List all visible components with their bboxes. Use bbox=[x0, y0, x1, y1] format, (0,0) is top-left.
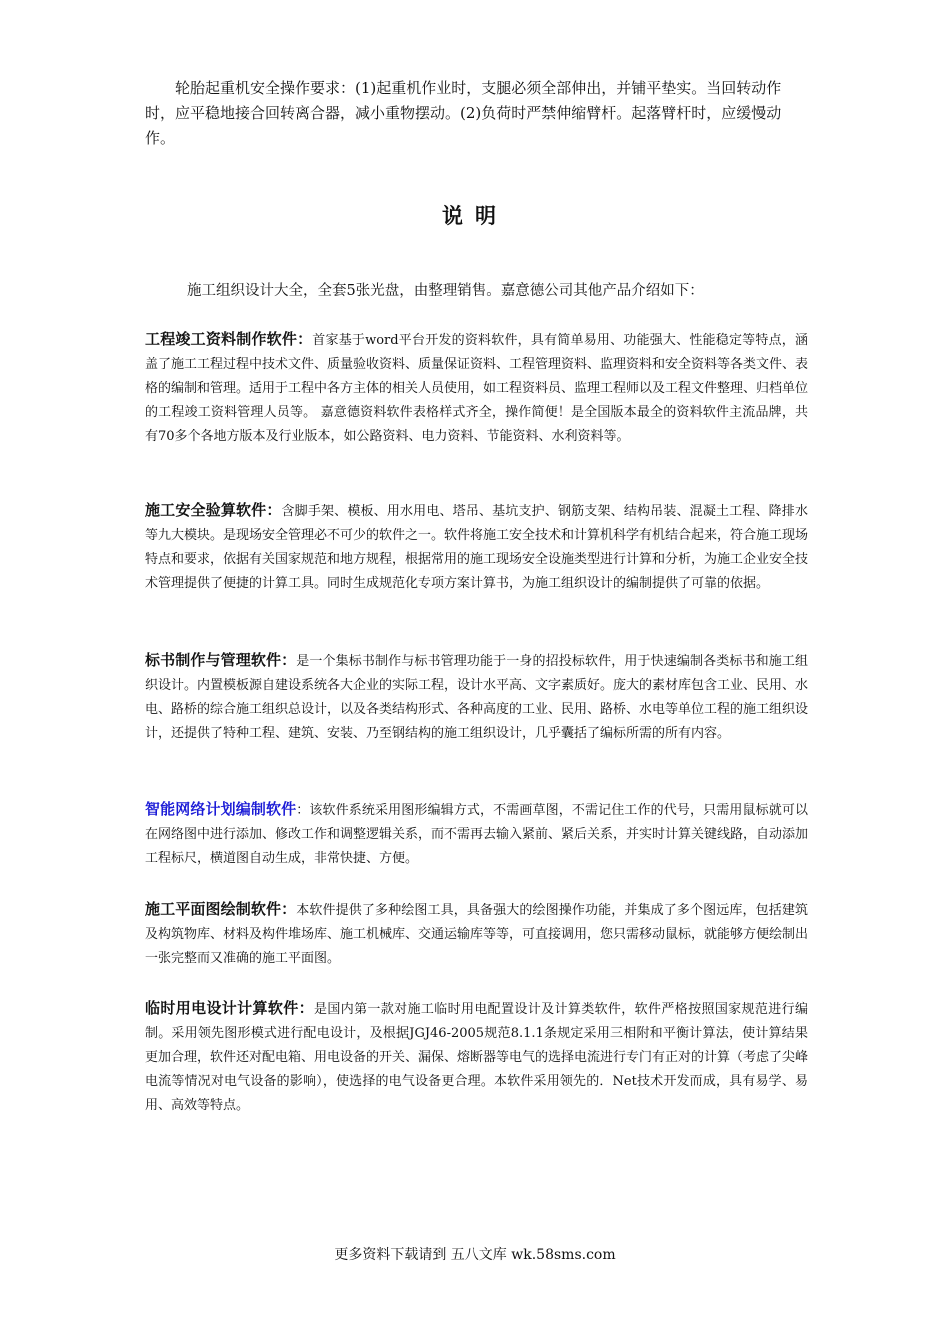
section-body: 本软件提供了多种绘图工具，具备强大的绘图操作功能，并集成了多个图远库，包括建筑及构筑物库、材料及构件堆场库、施工机械库、交通运输库等等，可直接调用，您只需移动鼠标，就能够方便绘制出一张完整而又准确的施工平面图。 bbox=[145, 903, 809, 966]
section-heading: 临时用电设计计算软件： bbox=[145, 999, 314, 1017]
section-separator: ： bbox=[296, 803, 310, 818]
section-temp-power bbox=[145, 996, 808, 1118]
section-bid-docs bbox=[145, 648, 808, 746]
footer-note: 更多资料下载请到 五八文库 wk.58sms.com bbox=[334, 1247, 616, 1263]
section-heading: 施工平面图绘制软件： bbox=[145, 900, 297, 918]
section-heading: 智能网络计划编制软件 bbox=[145, 800, 297, 818]
section-site-plan bbox=[145, 897, 808, 971]
section-network-plan bbox=[145, 797, 808, 871]
section-body: 含脚手架、模板、用水用电、塔吊、基坑支护、钢筋支架、结构吊装、混凝土工程、降排水等九大模块。是现场安全管理必不可少的软件之一。软件将施工安全技术和计算机科学有机结合起来，符合施工现场特点和要求，依据有关国家规范和地方规程，根据常用的施工现场安全设施类型进行计算和分析，为施工企业安全技术管理提供了便捷的计算工具。同时生成规范化专项方案计算书，为施工组织设计的编制提供了可靠的依据。 bbox=[145, 504, 809, 591]
section-body: 该软件系统采用图形编辑方式，不需画草图，不需记住工作的代号，只需用鼠标就可以在网络图中进行添加、修改工作和调整逻辑关系，而不需再去输入紧前、紧后关系，并实时计算关键线路，自动添加工程标尺，横道图自动生成，非常快捷、方便。 bbox=[145, 803, 809, 866]
section-completion-docs bbox=[145, 327, 808, 449]
section-heading: 施工安全验算软件： bbox=[145, 501, 282, 519]
page-title: 说明 bbox=[442, 204, 508, 228]
section-heading: 工程竣工资料制作软件： bbox=[145, 330, 313, 348]
intro-paragraph: 轮胎起重机安全操作要求：(1)起重机作业时，支腿必须全部伸出，并铺平垫实。当回转动作时，应平稳地接合回转离合器，减小重物摆动。(2)负荷时严禁伸缩臂杆。起落臂杆时，应缓慢动作。 bbox=[145, 79, 782, 147]
section-body: 首家基于word平台开发的资料软件，具有简单易用、功能强大、性能稳定等特点，涵盖了施工工程过程中技术文件、质量验收资料、质量保证资料、工程管理资料、监理资料和安全资料等各类文件、表格的编制和管理。适用于工程中各方主体的相关人员使用，如工程资料员、监理工程师以及工程文件整理、归档单位的工程竣工资料管理人员等。 嘉意德资料软件表格样式齐全，操作简便！是全国版本最全的资料软件主流品牌，共有70多个各地方版本及行业版本，如公路资料、电力资料、节能资料、水利资料等。 bbox=[145, 333, 809, 444]
section-body: 是国内第一款对施工临时用电配置设计及计算类软件，软件严格按照国家规范进行编制。采用领先图形模式进行配电设计，及根据JGJ46-2005规范8.1.1条规定采用三相附和平衡计算法，使计算结果更加合理，软件还对配电箱、用电设备的开关、漏保、熔断器等电气的选择电流进行专门有正对的计算（考虑了尖峰电流等情况对电气设备的影响），使选择的电气设备更合理。本软件采用领先的．Net技术开发而成，具有易学、易用、高效等特点。 bbox=[145, 1002, 809, 1113]
section-body: 是一个集标书制作与标书管理功能于一身的招投标软件，用于快速编制各类标书和施工组织设计。内置模板源自建设系统各大企业的实际工程，设计水平高、文字素质好。庞大的素材库包含工业、民用、水电、路桥的综合施工组织总设计，以及各类结构形式、各种高度的工业、民用、路桥、水电等单位工程的施工组织设计，还提供了特种工程、建筑、安装、乃至钢结构的施工组织设计，几乎囊括了编标所需的所有内容。 bbox=[145, 654, 809, 741]
lead-paragraph: 施工组织设计大全，全套5张光盘，由整理销售。嘉意德公司其他产品介绍如下： bbox=[187, 283, 704, 299]
section-safety-calc bbox=[145, 498, 808, 596]
section-heading: 标书制作与管理软件： bbox=[145, 651, 297, 669]
